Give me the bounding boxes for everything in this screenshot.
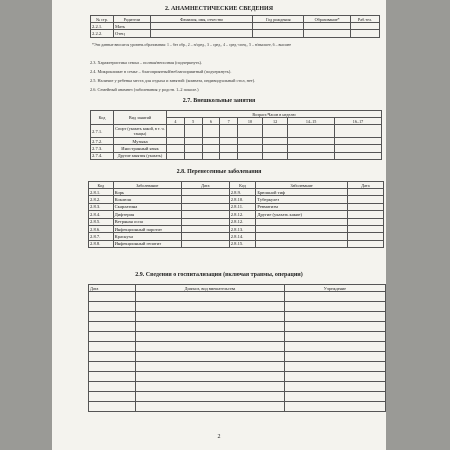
table-row bbox=[89, 203, 384, 210]
col-header-kind: Вид занятий bbox=[114, 111, 167, 125]
row-role: Мать bbox=[113, 23, 150, 30]
col-header: Раб.тел. bbox=[351, 16, 380, 23]
table-row bbox=[89, 332, 386, 342]
disease-name: Туберкулез bbox=[256, 196, 347, 203]
hours-cell[interactable] bbox=[335, 138, 382, 145]
education-footnote: *Эти данные вносятся уровень образования: 1 – без обр., 2 – н/сред., 3 – сред., 4 – сред.-спец., 5 – н/высшее, 6 – высшее bbox=[92, 43, 292, 47]
table-row bbox=[91, 23, 380, 30]
col-header: Год рождения bbox=[253, 16, 304, 23]
section-title-hospitalization: 2.9. Сведения о госпитализации (включая травмы, операции) bbox=[135, 272, 303, 278]
age-header: 5 bbox=[184, 118, 202, 125]
hours-cell[interactable] bbox=[184, 145, 202, 152]
disease-code: 2.8.12. bbox=[229, 211, 256, 218]
institution-cell[interactable] bbox=[284, 392, 385, 402]
row-role: Отец bbox=[113, 30, 150, 37]
diagnosis-cell[interactable] bbox=[136, 382, 284, 392]
institution-cell[interactable] bbox=[284, 382, 385, 392]
table-row bbox=[91, 125, 382, 138]
hours-cell[interactable] bbox=[238, 152, 263, 159]
institution-cell[interactable] bbox=[284, 312, 385, 322]
date-cell[interactable] bbox=[89, 402, 136, 412]
institution-cell[interactable] bbox=[284, 362, 385, 372]
date-cell[interactable] bbox=[89, 372, 136, 382]
diagnosis-cell[interactable] bbox=[136, 392, 284, 402]
table-row bbox=[89, 312, 386, 322]
institution-cell[interactable] bbox=[284, 352, 385, 362]
table-row bbox=[91, 138, 382, 145]
diagnosis-cell[interactable] bbox=[136, 312, 284, 322]
table-row bbox=[89, 233, 384, 240]
date-cell[interactable] bbox=[181, 240, 229, 247]
disease-code: 2.8.6. bbox=[89, 225, 114, 232]
fio-cell[interactable] bbox=[150, 23, 253, 30]
table-row bbox=[89, 302, 386, 312]
disease-code: 2.8.14. bbox=[229, 233, 256, 240]
hours-cell[interactable] bbox=[184, 138, 202, 145]
disease-code: 2.8.12. bbox=[229, 218, 256, 225]
date-cell[interactable] bbox=[89, 322, 136, 332]
date-cell[interactable] bbox=[89, 312, 136, 322]
disease-name[interactable] bbox=[256, 240, 347, 247]
hours-cell[interactable] bbox=[288, 152, 335, 159]
date-cell[interactable] bbox=[89, 362, 136, 372]
diagnosis-cell[interactable] bbox=[136, 322, 284, 332]
date-cell[interactable] bbox=[347, 211, 383, 218]
age-header: 7 bbox=[220, 118, 238, 125]
table-row bbox=[89, 342, 386, 352]
hours-cell[interactable] bbox=[202, 152, 220, 159]
date-cell[interactable] bbox=[89, 352, 136, 362]
institution-cell[interactable] bbox=[284, 372, 385, 382]
hours-cell[interactable] bbox=[184, 125, 202, 138]
disease-code: 2.8.15. bbox=[229, 240, 256, 247]
hours-cell[interactable] bbox=[202, 138, 220, 145]
diagnosis-cell[interactable] bbox=[136, 342, 284, 352]
note-study-place: 2.5. Наличие у ребенка места для отдыха и занятий: (комната, индивидуальный стол, нет). bbox=[90, 78, 256, 83]
activities-table bbox=[90, 110, 382, 160]
disease-code: 2.8.4. bbox=[89, 211, 114, 218]
hours-cell[interactable] bbox=[202, 145, 220, 152]
hours-cell[interactable] bbox=[220, 152, 238, 159]
col-header: Код bbox=[229, 182, 256, 189]
disease-name: Инфекционный гепатит bbox=[113, 240, 181, 247]
date-cell[interactable] bbox=[181, 233, 229, 240]
date-cell[interactable] bbox=[89, 302, 136, 312]
disease-code: 2.8.11. bbox=[229, 203, 256, 210]
age-header: 10 bbox=[238, 118, 263, 125]
disease-name[interactable] bbox=[256, 225, 347, 232]
disease-code: 2.8.8. bbox=[89, 240, 114, 247]
disease-name: Инфекционный паротит bbox=[113, 225, 181, 232]
table-row bbox=[89, 218, 384, 225]
document-page bbox=[52, 0, 386, 450]
disease-name[interactable] bbox=[256, 218, 347, 225]
diagnosis-cell[interactable] bbox=[136, 402, 284, 412]
col-header: Образование* bbox=[304, 16, 351, 23]
table-row bbox=[89, 372, 386, 382]
hours-cell[interactable] bbox=[220, 145, 238, 152]
hours-cell[interactable] bbox=[263, 145, 288, 152]
row-kind: Иностранный язык bbox=[114, 145, 167, 152]
date-cell[interactable] bbox=[181, 218, 229, 225]
hospitalization-table bbox=[88, 284, 386, 412]
table-row bbox=[89, 402, 386, 412]
hours-cell[interactable] bbox=[202, 125, 220, 138]
table-row bbox=[89, 292, 386, 302]
date-cell[interactable] bbox=[347, 233, 383, 240]
row-num: 2.2.2. bbox=[91, 30, 114, 37]
disease-name: Ревматизм bbox=[256, 203, 347, 210]
table-row bbox=[89, 211, 384, 218]
diagnosis-cell[interactable] bbox=[136, 372, 284, 382]
table-row bbox=[89, 240, 384, 247]
disease-name: Дифтерия bbox=[113, 211, 181, 218]
hours-cell[interactable] bbox=[263, 152, 288, 159]
table-row bbox=[89, 322, 386, 332]
institution-cell[interactable] bbox=[284, 292, 385, 302]
table-row bbox=[89, 189, 384, 196]
hours-cell[interactable] bbox=[288, 138, 335, 145]
col-header: № стр. bbox=[91, 16, 114, 23]
work-phone-cell[interactable] bbox=[351, 23, 380, 30]
hours-cell[interactable] bbox=[220, 125, 238, 138]
age-header: 14–15 bbox=[288, 118, 335, 125]
disease-code: 2.8.10. bbox=[229, 196, 256, 203]
col-header: Диагноз, вид вмешательства bbox=[136, 285, 284, 292]
fio-cell[interactable] bbox=[150, 30, 253, 37]
age-header: 4 bbox=[167, 118, 185, 125]
education-cell[interactable] bbox=[304, 30, 351, 37]
institution-cell[interactable] bbox=[284, 342, 385, 352]
date-cell[interactable] bbox=[181, 203, 229, 210]
institution-cell[interactable] bbox=[284, 402, 385, 412]
hours-cell[interactable] bbox=[263, 125, 288, 138]
row-code: 2.7.1. bbox=[91, 125, 114, 138]
disease-code: 2.8.3. bbox=[89, 203, 114, 210]
row-kind: Спорт (указать какой, в т. ч. танцы) bbox=[115, 126, 165, 136]
row-kind: Музыка bbox=[114, 138, 167, 145]
disease-name: Другие (указать какие) bbox=[256, 211, 347, 218]
hours-cell[interactable] bbox=[335, 125, 382, 138]
education-cell[interactable] bbox=[304, 23, 351, 30]
section-title-anamnesis: 2. АНАМНЕСТИЧЕСКИЕ СВЕДЕНИЯ bbox=[164, 6, 274, 12]
diagnosis-cell[interactable] bbox=[136, 332, 284, 342]
note-family-history: 2.6. Семейный анамнез (заболевания у родств. 1–2 поколе.) bbox=[90, 87, 199, 92]
table-row bbox=[89, 382, 386, 392]
table-row bbox=[89, 196, 384, 203]
table-row bbox=[91, 145, 382, 152]
row-code: 2.7.4. bbox=[91, 152, 114, 159]
row-num: 2.2.1. bbox=[91, 23, 114, 30]
hours-cell[interactable] bbox=[238, 125, 263, 138]
disease-name: Брюшной тиф bbox=[256, 189, 347, 196]
col-header: Дата bbox=[89, 285, 136, 292]
diagnosis-cell[interactable] bbox=[136, 352, 284, 362]
disease-code: 2.8.9. bbox=[229, 189, 256, 196]
row-code: 2.7.3. bbox=[91, 145, 114, 152]
disease-name: Коклюш bbox=[113, 196, 181, 203]
hours-cell[interactable] bbox=[167, 125, 185, 138]
table-row bbox=[89, 225, 384, 232]
table-row bbox=[89, 392, 386, 402]
disease-code: 2.8.2. bbox=[89, 196, 114, 203]
hours-cell[interactable] bbox=[335, 145, 382, 152]
section-title-diseases: 2.8. Перенесенные заболевания bbox=[176, 169, 262, 175]
diseases-table bbox=[88, 181, 384, 248]
col-header: Учреждение bbox=[284, 285, 385, 292]
date-cell[interactable] bbox=[181, 211, 229, 218]
diagnosis-cell[interactable] bbox=[136, 302, 284, 312]
hours-cell[interactable] bbox=[167, 152, 185, 159]
note-family-type: 2.3. Характеристика семьи – полная/неполная (подчеркнуть). bbox=[90, 60, 203, 65]
date-cell[interactable] bbox=[89, 342, 136, 352]
table-row bbox=[89, 352, 386, 362]
hours-cell[interactable] bbox=[263, 138, 288, 145]
date-cell[interactable] bbox=[181, 225, 229, 232]
diagnosis-cell[interactable] bbox=[136, 292, 284, 302]
col-header-code: Код bbox=[91, 111, 114, 125]
row-kind: Другие занятия (указать) bbox=[114, 152, 167, 159]
table-row bbox=[89, 362, 386, 372]
hours-cell[interactable] bbox=[288, 125, 335, 138]
disease-name: Скарлатина bbox=[113, 203, 181, 210]
col-header: Родители bbox=[113, 16, 150, 23]
disease-code: 2.8.1. bbox=[89, 189, 114, 196]
note-microclimate: 2.4. Микроклимат в семье – благоприятный/неблагоприятный (подчеркнуть). bbox=[90, 69, 232, 74]
age-header: 12 bbox=[263, 118, 288, 125]
disease-code: 2.8.5. bbox=[89, 218, 114, 225]
date-cell[interactable] bbox=[89, 292, 136, 302]
disease-name: Краснуха bbox=[113, 233, 181, 240]
hours-cell[interactable] bbox=[220, 138, 238, 145]
parents-table bbox=[90, 15, 380, 38]
row-code: 2.7.2. bbox=[91, 138, 114, 145]
date-cell[interactable] bbox=[347, 196, 383, 203]
diagnosis-cell[interactable] bbox=[136, 362, 284, 372]
date-cell[interactable] bbox=[347, 218, 383, 225]
date-cell[interactable] bbox=[89, 382, 136, 392]
hours-cell[interactable] bbox=[335, 152, 382, 159]
disease-name[interactable] bbox=[256, 233, 347, 240]
hours-cell[interactable] bbox=[167, 145, 185, 152]
disease-code: 2.8.7. bbox=[89, 233, 114, 240]
table-row bbox=[91, 30, 380, 37]
col-header-age: Возраст/Часов в неделю bbox=[167, 111, 382, 118]
date-cell[interactable] bbox=[347, 203, 383, 210]
birth-year-cell[interactable] bbox=[253, 30, 304, 37]
section-title-activities: 2.7. Внешкольные занятия bbox=[182, 98, 256, 104]
institution-cell[interactable] bbox=[284, 302, 385, 312]
disease-name: Корь bbox=[113, 189, 181, 196]
hours-cell[interactable] bbox=[167, 138, 185, 145]
col-header: Дата bbox=[347, 182, 383, 189]
col-header: Фамилия, имя, отчество bbox=[150, 16, 253, 23]
date-cell[interactable] bbox=[181, 189, 229, 196]
table-row bbox=[91, 152, 382, 159]
hours-cell[interactable] bbox=[288, 145, 335, 152]
work-phone-cell[interactable] bbox=[351, 30, 380, 37]
hours-cell[interactable] bbox=[238, 145, 263, 152]
col-header: Заболевание bbox=[113, 182, 181, 189]
hours-cell[interactable] bbox=[184, 152, 202, 159]
col-header: Дата bbox=[181, 182, 229, 189]
date-cell[interactable] bbox=[181, 196, 229, 203]
date-cell[interactable] bbox=[347, 225, 383, 232]
age-header: 16–17 bbox=[335, 118, 382, 125]
date-cell[interactable] bbox=[89, 392, 136, 402]
col-header: Код bbox=[89, 182, 114, 189]
date-cell[interactable] bbox=[89, 332, 136, 342]
institution-cell[interactable] bbox=[284, 332, 385, 342]
page-number: 2 bbox=[217, 434, 221, 440]
hours-cell[interactable] bbox=[238, 138, 263, 145]
institution-cell[interactable] bbox=[284, 322, 385, 332]
birth-year-cell[interactable] bbox=[253, 23, 304, 30]
date-cell[interactable] bbox=[347, 189, 383, 196]
disease-name: Ветряная оспа bbox=[113, 218, 181, 225]
disease-code: 2.8.13. bbox=[229, 225, 256, 232]
age-header: 6 bbox=[202, 118, 220, 125]
date-cell[interactable] bbox=[347, 240, 383, 247]
col-header: Заболевание bbox=[256, 182, 347, 189]
